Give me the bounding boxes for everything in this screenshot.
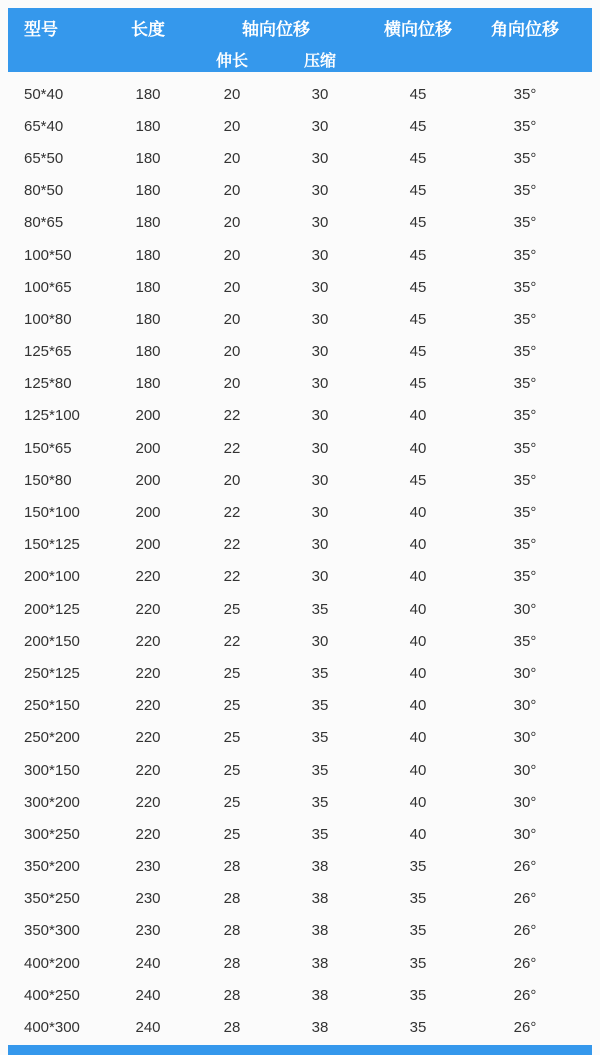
cell-lateral: 35 <box>409 1019 427 1037</box>
cell-model: 400*300 <box>24 1019 80 1037</box>
cell-compression: 30 <box>311 246 329 264</box>
cell-elongation: 28 <box>223 986 241 1004</box>
cell-angular: 35° <box>513 568 537 586</box>
table-row <box>8 432 592 464</box>
cell-elongation: 25 <box>223 664 241 682</box>
cell-angular: 35° <box>513 85 537 103</box>
header-length: 长度 <box>131 19 165 39</box>
cell-model: 65*40 <box>24 117 64 135</box>
cell-model: 125*100 <box>24 407 80 425</box>
cell-length: 180 <box>135 246 161 264</box>
cell-elongation: 28 <box>223 890 241 908</box>
cell-angular: 35° <box>513 278 537 296</box>
cell-compression: 30 <box>311 85 329 103</box>
cell-lateral: 40 <box>409 632 427 650</box>
cell-model: 350*300 <box>24 922 80 940</box>
table-row <box>8 496 592 528</box>
cell-angular: 35° <box>513 117 537 135</box>
cell-length: 200 <box>135 471 161 489</box>
cell-lateral: 40 <box>409 407 427 425</box>
cell-compression: 30 <box>311 471 329 489</box>
cell-length: 180 <box>135 310 161 328</box>
cell-angular: 30° <box>513 825 537 843</box>
table-row <box>8 78 592 110</box>
cell-model: 150*65 <box>24 439 72 457</box>
cell-length: 220 <box>135 825 161 843</box>
cell-angular: 30° <box>513 600 537 618</box>
table-row <box>8 625 592 657</box>
cell-compression: 30 <box>311 439 329 457</box>
cell-lateral: 45 <box>409 182 427 200</box>
cell-length: 240 <box>135 1019 161 1037</box>
cell-model: 350*250 <box>24 890 80 908</box>
cell-length: 230 <box>135 922 161 940</box>
cell-lateral: 35 <box>409 954 427 972</box>
table-row <box>8 561 592 593</box>
cell-compression: 35 <box>311 729 329 747</box>
cell-angular: 26° <box>513 890 537 908</box>
cell-angular: 35° <box>513 246 537 264</box>
cell-model: 300*200 <box>24 793 80 811</box>
cell-compression: 30 <box>311 117 329 135</box>
cell-model: 300*150 <box>24 761 80 779</box>
cell-model: 400*200 <box>24 954 80 972</box>
cell-length: 200 <box>135 407 161 425</box>
cell-elongation: 28 <box>223 858 241 876</box>
cell-compression: 30 <box>311 278 329 296</box>
cell-model: 80*65 <box>24 214 64 232</box>
table-body <box>8 78 592 1044</box>
cell-model: 80*50 <box>24 182 64 200</box>
cell-length: 240 <box>135 986 161 1004</box>
cell-length: 180 <box>135 375 161 393</box>
cell-elongation: 25 <box>223 761 241 779</box>
cell-compression: 30 <box>311 568 329 586</box>
table-row <box>8 851 592 883</box>
cell-angular: 30° <box>513 697 537 715</box>
cell-angular: 35° <box>513 375 537 393</box>
cell-compression: 30 <box>311 182 329 200</box>
table-row <box>8 368 592 400</box>
cell-lateral: 40 <box>409 793 427 811</box>
cell-model: 50*40 <box>24 85 64 103</box>
cell-length: 180 <box>135 117 161 135</box>
cell-compression: 30 <box>311 310 329 328</box>
header-elongation: 伸长 <box>215 52 248 70</box>
cell-compression: 38 <box>311 954 329 972</box>
table-row <box>8 303 592 335</box>
table-row <box>8 818 592 850</box>
cell-lateral: 45 <box>409 471 427 489</box>
table-header-row-1 <box>8 8 592 46</box>
cell-lateral: 35 <box>409 890 427 908</box>
cell-compression: 30 <box>311 504 329 522</box>
cell-elongation: 20 <box>223 182 241 200</box>
table-row <box>8 593 592 625</box>
cell-model: 125*65 <box>24 343 72 361</box>
table-header-row-2 <box>8 46 592 72</box>
cell-elongation: 22 <box>223 504 241 522</box>
cell-model: 100*65 <box>24 278 72 296</box>
cell-lateral: 40 <box>409 600 427 618</box>
cell-compression: 30 <box>311 536 329 554</box>
cell-lateral: 45 <box>409 310 427 328</box>
cell-lateral: 40 <box>409 825 427 843</box>
cell-compression: 38 <box>311 986 329 1004</box>
cell-lateral: 45 <box>409 343 427 361</box>
cell-elongation: 28 <box>223 954 241 972</box>
cell-elongation: 25 <box>223 697 241 715</box>
cell-model: 200*150 <box>24 632 80 650</box>
cell-angular: 26° <box>513 922 537 940</box>
cell-model: 300*250 <box>24 825 80 843</box>
cell-elongation: 20 <box>223 149 241 167</box>
cell-compression: 30 <box>311 214 329 232</box>
table-row <box>8 400 592 432</box>
table-row <box>8 529 592 561</box>
table-row <box>8 207 592 239</box>
cell-compression: 30 <box>311 375 329 393</box>
header-lateral-displacement: 横向位移 <box>384 19 452 39</box>
cell-length: 220 <box>135 729 161 747</box>
table-row <box>8 336 592 368</box>
cell-angular: 26° <box>513 954 537 972</box>
cell-length: 180 <box>135 182 161 200</box>
table-row <box>8 271 592 303</box>
cell-elongation: 20 <box>223 471 241 489</box>
cell-angular: 30° <box>513 793 537 811</box>
header-model: 型号 <box>24 19 58 39</box>
cell-angular: 35° <box>513 536 537 554</box>
cell-elongation: 22 <box>223 536 241 554</box>
cell-elongation: 28 <box>223 922 241 940</box>
table-row <box>8 786 592 818</box>
cell-angular: 35° <box>513 439 537 457</box>
cell-lateral: 40 <box>409 536 427 554</box>
cell-length: 220 <box>135 664 161 682</box>
cell-length: 220 <box>135 568 161 586</box>
cell-compression: 38 <box>311 890 329 908</box>
header-compression: 压缩 <box>303 52 336 70</box>
cell-angular: 35° <box>513 504 537 522</box>
cell-lateral: 45 <box>409 85 427 103</box>
cell-elongation: 20 <box>223 343 241 361</box>
table-row <box>8 883 592 915</box>
cell-elongation: 25 <box>223 825 241 843</box>
cell-angular: 35° <box>513 632 537 650</box>
next-section-header-bar <box>8 1045 592 1055</box>
cell-angular: 30° <box>513 729 537 747</box>
cell-model: 200*125 <box>24 600 80 618</box>
table-row <box>8 722 592 754</box>
cell-angular: 30° <box>513 664 537 682</box>
cell-length: 240 <box>135 954 161 972</box>
cell-elongation: 22 <box>223 439 241 457</box>
cell-compression: 30 <box>311 407 329 425</box>
cell-length: 220 <box>135 761 161 779</box>
cell-length: 180 <box>135 85 161 103</box>
cell-model: 100*50 <box>24 246 72 264</box>
table-row <box>8 464 592 496</box>
table-row <box>8 690 592 722</box>
cell-angular: 35° <box>513 471 537 489</box>
cell-lateral: 35 <box>409 922 427 940</box>
cell-elongation: 25 <box>223 729 241 747</box>
cell-length: 180 <box>135 343 161 361</box>
table-row <box>8 947 592 979</box>
cell-lateral: 40 <box>409 761 427 779</box>
cell-angular: 35° <box>513 343 537 361</box>
cell-angular: 35° <box>513 214 537 232</box>
cell-model: 250*150 <box>24 697 80 715</box>
cell-elongation: 25 <box>223 600 241 618</box>
cell-length: 230 <box>135 858 161 876</box>
cell-length: 220 <box>135 632 161 650</box>
cell-length: 220 <box>135 697 161 715</box>
cell-lateral: 45 <box>409 117 427 135</box>
table-row <box>8 175 592 207</box>
cell-compression: 35 <box>311 697 329 715</box>
table-row <box>8 110 592 142</box>
cell-angular: 35° <box>513 407 537 425</box>
cell-lateral: 40 <box>409 664 427 682</box>
cell-compression: 30 <box>311 149 329 167</box>
table-row <box>8 657 592 689</box>
cell-model: 150*100 <box>24 504 80 522</box>
cell-angular: 26° <box>513 1019 537 1037</box>
table-row <box>8 1011 592 1043</box>
table-row <box>8 979 592 1011</box>
cell-elongation: 20 <box>223 375 241 393</box>
cell-angular: 30° <box>513 761 537 779</box>
cell-length: 230 <box>135 890 161 908</box>
cell-lateral: 45 <box>409 278 427 296</box>
cell-angular: 35° <box>513 182 537 200</box>
cell-angular: 35° <box>513 149 537 167</box>
table-row <box>8 142 592 174</box>
cell-elongation: 22 <box>223 632 241 650</box>
cell-model: 150*80 <box>24 471 72 489</box>
cell-compression: 35 <box>311 664 329 682</box>
cell-model: 400*250 <box>24 986 80 1004</box>
cell-elongation: 20 <box>223 117 241 135</box>
cell-lateral: 40 <box>409 729 427 747</box>
cell-lateral: 45 <box>409 375 427 393</box>
cell-lateral: 40 <box>409 439 427 457</box>
cell-length: 200 <box>135 536 161 554</box>
cell-compression: 35 <box>311 600 329 618</box>
cell-length: 180 <box>135 278 161 296</box>
cell-lateral: 45 <box>409 214 427 232</box>
cell-model: 200*100 <box>24 568 80 586</box>
table-header <box>8 8 592 72</box>
table-row <box>8 239 592 271</box>
cell-elongation: 22 <box>223 568 241 586</box>
cell-compression: 35 <box>311 761 329 779</box>
cell-compression: 35 <box>311 825 329 843</box>
header-axial-displacement: 轴向位移 <box>242 19 310 39</box>
cell-elongation: 20 <box>223 214 241 232</box>
cell-length: 220 <box>135 793 161 811</box>
cell-angular: 26° <box>513 986 537 1004</box>
cell-elongation: 20 <box>223 246 241 264</box>
cell-elongation: 20 <box>223 278 241 296</box>
cell-compression: 38 <box>311 1019 329 1037</box>
cell-length: 200 <box>135 504 161 522</box>
cell-lateral: 40 <box>409 504 427 522</box>
cell-length: 220 <box>135 600 161 618</box>
cell-lateral: 35 <box>409 858 427 876</box>
cell-model: 100*80 <box>24 310 72 328</box>
cell-compression: 35 <box>311 793 329 811</box>
cell-elongation: 25 <box>223 793 241 811</box>
cell-model: 250*200 <box>24 729 80 747</box>
cell-lateral: 45 <box>409 149 427 167</box>
cell-compression: 38 <box>311 858 329 876</box>
cell-lateral: 35 <box>409 986 427 1004</box>
cell-length: 180 <box>135 149 161 167</box>
cell-model: 65*50 <box>24 149 64 167</box>
cell-compression: 30 <box>311 632 329 650</box>
table-row <box>8 754 592 786</box>
cell-model: 125*80 <box>24 375 72 393</box>
cell-length: 200 <box>135 439 161 457</box>
table-row <box>8 915 592 947</box>
cell-compression: 30 <box>311 343 329 361</box>
cell-lateral: 40 <box>409 697 427 715</box>
cell-elongation: 28 <box>223 1019 241 1037</box>
cell-elongation: 22 <box>223 407 241 425</box>
cell-elongation: 20 <box>223 85 241 103</box>
cell-compression: 38 <box>311 922 329 940</box>
cell-model: 250*125 <box>24 664 80 682</box>
cell-model: 350*200 <box>24 858 80 876</box>
cell-elongation: 20 <box>223 310 241 328</box>
cell-lateral: 40 <box>409 568 427 586</box>
cell-model: 150*125 <box>24 536 80 554</box>
cell-length: 180 <box>135 214 161 232</box>
header-angular-displacement: 角向位移 <box>491 19 559 39</box>
cell-angular: 26° <box>513 858 537 876</box>
cell-lateral: 45 <box>409 246 427 264</box>
cell-angular: 35° <box>513 310 537 328</box>
